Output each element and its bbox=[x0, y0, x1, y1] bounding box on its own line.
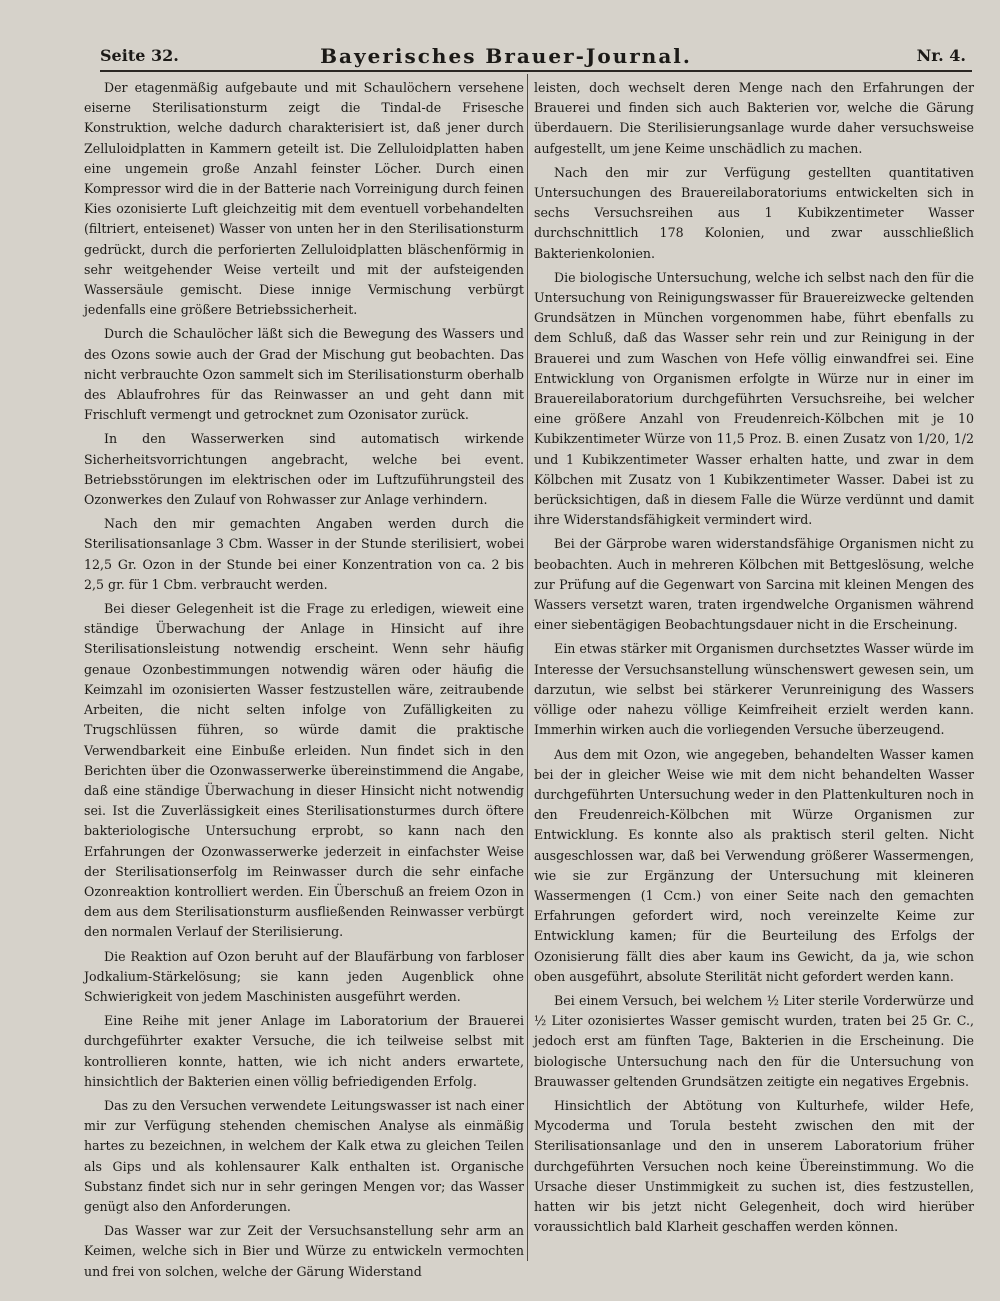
page-header bbox=[40, 40, 972, 70]
paragraph: Das Wasser war zur Zeit der Versuchsanstellung sehr arm an Keimen, welche sich in Bier und Würze zu entwickeln vermochten und frei von solchen, welche der Gärung Widerstand bbox=[84, 1223, 524, 1279]
paragraph: Der etagenmäßig aufgebaute und mit Schaulöchern versehene eiserne Sterilisationsturm zeigt die Tindal-de Frisesche Konstruktion, welche dadurch charakterisiert ist, daß jener durch Zelluloidplatten in Kammern geteilt ist. Die Zelluloidplatten haben eine ungemein große Anzahl feinster Löcher. Durch einen Kompressor wird die in der Batterie nach Vorreinigung durch feinen Kies ozonisierte Luft gleichzeitig mit dem eventuell vorbehandelten (filtriert, enteisenet) Wasser von unten her in den Sterilisationsturm gedrückt, durch die perforierten Zelluloidplatten bläschenförmig in sehr weitgehender Weise verteilt und mit der aufsteigenden Wassersäule gemischt. Diese innige Vermischung verbürgt jedenfalls eine größere Betriebssicherheit. bbox=[84, 80, 524, 318]
paragraph: Bei der Gärprobe waren widerstandsfähige Organismen nicht zu beobachten. Auch in mehreren Kölbchen mit Bettgeslösung, welche zur Prüfung auf die Gegenwart von Sarcina mit kleinen Mengen des Wassers versetzt waren, traten irgendwelche Organismen während einer siebentägigen Beobachtungsdauer nicht in die Erscheinung. bbox=[534, 536, 974, 633]
header-rule bbox=[100, 70, 972, 72]
paragraph: Bei dieser Gelegenheit ist die Frage zu erledigen, wieweit eine ständige Überwachung der Anlage in Hinsicht auf ihre Sterilisationsleistung notwendig erscheint. Wenn sehr häufig genaue Ozonbestimmungen notwendig wären oder häufig die Keimzahl im ozonisierten Wasser festzustellen wäre, zeitraubende Arbeiten, die nicht selten infolge von Zufälligkeiten zu Trugschlüssen führen, so würde damit die praktische Verwendbarkeit eine Einbuße erleiden. Nun findet sich in den Berichten über die Ozonwasserwerke übereinstimmend die Angabe, daß eine ständige Überwachung in dieser Hinsicht nicht notwendig sei. Ist die Zuverlässigkeit eines Sterilisationsturmes durch öftere bakteriologische Untersuchung erprobt, so kann nach den Erfahrungen der Ozonwasserwerke jederzeit in einfachster Weise der Sterilisationserfolg im Reinwasser durch die sehr einfache Ozonreaktion kontrolliert werden. Ein Überschuß an freiem Ozon in dem aus dem Sterilisationsturm ausfließenden Reinwasser verbürgt den normalen Verlauf der Sterilisierung. bbox=[84, 601, 524, 940]
paragraph: Die Reaktion auf Ozon beruht auf der Blaufärbung von farbloser Jodkalium-Stärkelösung; sie kann jeden Augenblick ohne Schwierigkeit von jedem Maschinisten ausgeführt werden. bbox=[84, 948, 524, 1004]
paragraph: leisten, doch wechselt deren Menge nach den Erfahrungen der Brauerei und finden sich auch Bakterien vor, welche die Gärung überdauern. Die Sterilisierungsanlage wurde daher versuchsweise aufgestellt, um jene Keime unschädlich zu machen. bbox=[534, 80, 974, 156]
journal-title: Bayerisches Brauer-Journal. bbox=[320, 44, 692, 68]
paragraph: Die biologische Untersuchung, welche ich selbst nach den für die Untersuchung von Reinigungswasser für Brauereizwecke geltenden Grundsätzen in München vorgenommen habe, führt ebenfalls zu dem Schluß, daß das Wasser sehr rein und zur Reinigung in der Brauerei und zum Waschen von Hefe völlig einwandfrei sei. Eine Entwicklung von Organismen erfolgte in Würze nur in einer im Brauereilaboratorium durchgeführten Versuchsreihe, bei welcher eine größere Anzahl von Freudenreich-Kölbchen mit je 10 Kubikzentimeter Würze von 11,5 Proz. B. einen Zusatz von 1/20, 1/2 und 1 Kubikzentimeter Wasser erhalten hatte, und zwar in dem Kölbchen mit Zusatz von 1 Kubikzentimeter Wasser. Dabei ist zu berücksichtigen, daß in diesem Falle die Würze verdünnt und damit ihre Widerstandsfähigkeit vermindert wird. bbox=[534, 269, 974, 528]
issue-number: Nr. 4. bbox=[916, 46, 966, 65]
paragraph: In den Wasserwerken sind automatisch wirkende Sicherheitsvorrichtungen angebracht, welche bei event. Betriebsstörungen im elektrischen oder im Luftzuführungsteil des Ozonwerkes den Zulauf von Rohwasser zur Anlage verhindern. bbox=[84, 431, 524, 508]
left-column bbox=[84, 78, 524, 1286]
paragraph: Eine Reihe mit jener Anlage im Laboratorium der Brauerei durchgeführter exakter Versuche, die ich teilweise selbst mit kontrollieren konnte, hatten, wie ich nicht anders erwartete, hinsichtlich der Bakterien einen völlig befriedigenden Erfolg. bbox=[84, 1013, 524, 1089]
paragraph: Aus dem mit Ozon, wie angegeben, behandelten Wasser kamen bei der in gleicher Weise wie mit dem nicht behandelten Wasser durchgeführten Untersuchung weder in den Plattenkulturen noch in den Freudenreich-Kölbchen mit Würze Organismen zur Entwicklung. Es konnte also als praktisch steril gelten. Nicht ausgeschlossen war, daß bei Verwendung größerer Wassermengen, wie sie zur Ergänzung der Untersuchung mit kleineren Wassermengen (1 Ccm.) von einer Seite nach den gemachten Erfahrungen gefordert wird, noch vereinzelte Keime zur Entwicklung kamen; für die Beurteilung des Erfolgs der Ozonisierung fällt dies aber kaum ins Gewicht, da ja, wie schon oben ausgeführt, absolute Sterilität nicht gefordert werden kann. bbox=[534, 746, 974, 984]
paragraph: Durch die Schaulöcher läßt sich die Bewegung des Wassers und des Ozons sowie auch der Grad der Mischung gut beobachten. Das nicht verbrauchte Ozon sammelt sich im Sterilisationsturm oberhalb des Ablaufrohres für das Reinwasser an und geht dann mit Frischluft vermengt und getrocknet zum Ozonisator zurück. bbox=[84, 326, 524, 423]
paragraph: Nach den mir gemachten Angaben werden durch die Sterilisationsanlage 3 Cbm. Wasser in der Stunde sterilisiert, wobei 12,5 Gr. Ozon in der Stunde bei einer Konzentration von ca. 2 bis 2,5 gr. für 1 Cbm. verbraucht werden. bbox=[84, 516, 524, 592]
right-column bbox=[534, 78, 974, 1241]
page-number: Seite 32. bbox=[100, 46, 179, 65]
paragraph: Hinsichtlich der Abtötung von Kulturhefe, wilder Hefe, Mycoderma und Torula besteht zwischen den mit der Sterilisationsanlage und den in unserem Laboratorium früher durchgeführten Versuchen noch keine Übereinstimmung. Wo die Ursache dieser Unstimmigkeit zu suchen ist, dies festzustellen, hatten wir bis jetzt nicht Gelegenheit, doch wird hierüber voraussichtlich bald Klarheit geschaffen werden können. bbox=[534, 1097, 974, 1235]
paragraph: Bei einem Versuch, bei welchem ½ Liter sterile Vorderwürze und ½ Liter ozonisiertes Wasser gemischt wurden, traten bei 25 Gr. C., jedoch erst am fünften Tage, Bakterien in die Erscheinung. Die biologische Untersuchung nach den für die Untersuchung von Brauwasser geltenden Grundsätzen zeitigte ein negatives Ergebnis. bbox=[534, 992, 974, 1089]
paragraph: Das zu den Versuchen verwendete Leitungswasser ist nach einer mir zur Verfügung stehenden chemischen Analyse als einmäßig hartes zu bezeichnen, in welchem der Kalk etwa zu gleichen Teilen als Gips und als kohlensaurer Kalk enthalten ist. Organische Substanz findet sich nur in sehr geringen Mengen vor; das Wasser genügt also den Anforderungen. bbox=[84, 1097, 524, 1214]
paragraph: Nach den mir zur Verfügung gestellten quantitativen Untersuchungen des Brauereilaboratoriums entwickelten sich in sechs Versuchsreihen aus 1 Kubikzentimeter Wasser durchschnittlich 178 Kolonien, und zwar ausschließlich Bakterienkolonien. bbox=[534, 164, 974, 261]
paragraph: Ein etwas stärker mit Organismen durchsetztes Wasser würde im Interesse der Versuchsanstellung wünschenswert gewesen sein, um darzutun, wie selbst bei stärkerer Verunreinigung des Wassers völlige oder nahezu völlige Keimfreiheit erzielt werden kann. Immerhin wirken auch die vorliegenden Versuche überzeugend. bbox=[534, 641, 974, 738]
column-divider bbox=[527, 74, 528, 1261]
